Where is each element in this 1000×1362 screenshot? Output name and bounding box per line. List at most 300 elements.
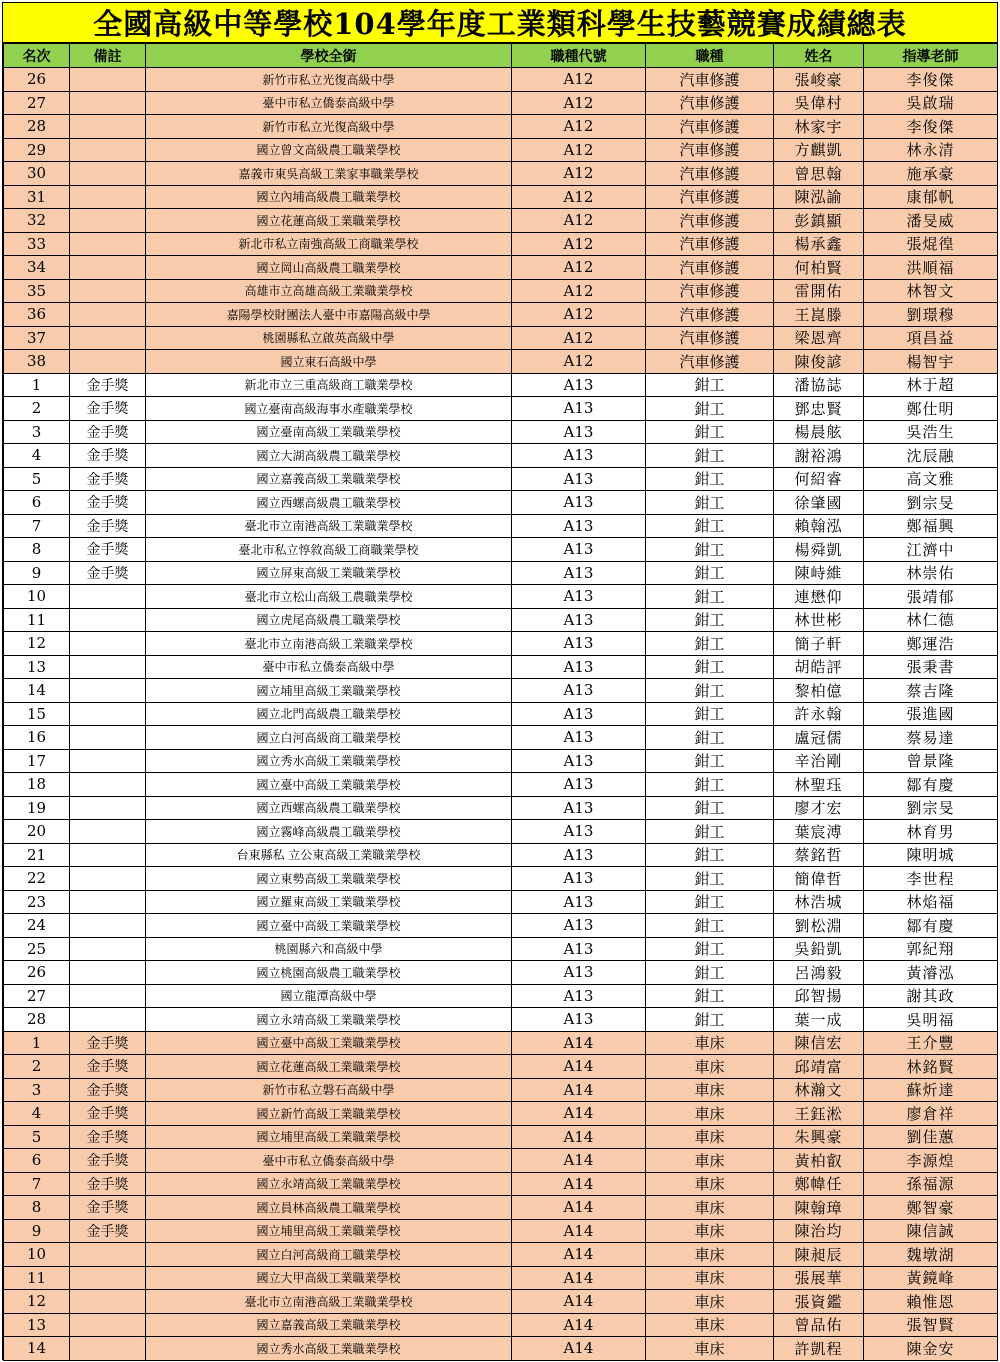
table-row: [4, 655, 998, 679]
table-row: [4, 68, 998, 92]
teacher-cell: 劉宗旻: [864, 491, 998, 515]
note-cell: [70, 1008, 146, 1032]
note-cell: [70, 843, 146, 867]
teacher-cell: 楊智宇: [864, 350, 998, 374]
school-cell: 國立大湖高級農工職業學校: [146, 444, 512, 468]
school-cell: 國立臺中高級工業職業學校: [146, 1031, 512, 1055]
school-cell: 臺中市私立僑泰高級中學: [146, 1149, 512, 1173]
note-cell: [70, 679, 146, 703]
teacher-cell: 張秉書: [864, 655, 998, 679]
school-cell: 臺中市私立僑泰高級中學: [146, 655, 512, 679]
note-cell: [70, 1337, 146, 1361]
teacher-cell: 高文雅: [864, 467, 998, 491]
student-name-cell: 陳治均: [774, 1219, 864, 1243]
rank-cell: 28: [4, 1008, 70, 1032]
school-cell: 國立埔里高級工業職業學校: [146, 679, 512, 703]
school-cell: 國立東勢高級工業職業學校: [146, 867, 512, 891]
teacher-cell: 張焜徨: [864, 232, 998, 256]
teacher-cell: 張智賢: [864, 1313, 998, 1337]
school-cell: 國立花蓮高級工業職業學校: [146, 209, 512, 233]
student-name-cell: 曾品佑: [774, 1313, 864, 1337]
table-row: [4, 138, 998, 162]
table-row: [4, 914, 998, 938]
trade-cell: 車床: [646, 1290, 774, 1314]
rank-cell: 14: [4, 679, 70, 703]
table-row: [4, 679, 998, 703]
teacher-cell: 林仁德: [864, 608, 998, 632]
note-cell: [70, 162, 146, 186]
school-cell: 新北市立三重高級商工職業學校: [146, 373, 512, 397]
results-table: [3, 43, 998, 1361]
trade-code-cell: A12: [512, 138, 646, 162]
table-row: [4, 232, 998, 256]
rank-cell: 4: [4, 1102, 70, 1126]
student-name-cell: 黃柏叡: [774, 1149, 864, 1173]
trade-cell: 車床: [646, 1196, 774, 1220]
rank-cell: 14: [4, 1337, 70, 1361]
student-name-cell: 鄧忠賢: [774, 397, 864, 421]
teacher-cell: 黃濬泓: [864, 961, 998, 985]
table-row: [4, 1078, 998, 1102]
school-cell: 國立東石高級中學: [146, 350, 512, 374]
trade-cell: 鉗工: [646, 561, 774, 585]
student-name-cell: 邱靖富: [774, 1055, 864, 1079]
rank-cell: 15: [4, 702, 70, 726]
table-row: [4, 1266, 998, 1290]
trade-code-cell: A13: [512, 914, 646, 938]
trade-cell: 鉗工: [646, 843, 774, 867]
trade-code-cell: A12: [512, 232, 646, 256]
student-name-cell: 雷開佑: [774, 279, 864, 303]
student-name-cell: 賴翰泓: [774, 514, 864, 538]
rank-cell: 2: [4, 1055, 70, 1079]
student-name-cell: 葉一成: [774, 1008, 864, 1032]
trade-code-cell: A14: [512, 1219, 646, 1243]
student-name-cell: 邱智揚: [774, 984, 864, 1008]
trade-cell: 汽車修護: [646, 115, 774, 139]
rank-cell: 5: [4, 1125, 70, 1149]
school-cell: 臺中市私立僑泰高級中學: [146, 91, 512, 115]
page-title: 全國高級中等學校104學年度工業類科學生技藝競賽成績總表: [93, 7, 907, 41]
rank-cell: 8: [4, 1196, 70, 1220]
rank-cell: 12: [4, 1290, 70, 1314]
rank-cell: 6: [4, 1149, 70, 1173]
rank-cell: 1: [4, 1031, 70, 1055]
table-row: [4, 162, 998, 186]
table-row: [4, 961, 998, 985]
header-trade: 職種: [646, 44, 774, 68]
rank-cell: 37: [4, 326, 70, 350]
note-cell: 金手獎: [70, 1196, 146, 1220]
teacher-cell: 劉宗旻: [864, 796, 998, 820]
trade-code-cell: A14: [512, 1125, 646, 1149]
trade-code-cell: A12: [512, 91, 646, 115]
rank-cell: 13: [4, 1313, 70, 1337]
student-name-cell: 陳昶辰: [774, 1243, 864, 1267]
student-name-cell: 楊承鑫: [774, 232, 864, 256]
table-row: [4, 420, 998, 444]
rank-cell: 8: [4, 538, 70, 562]
trade-code-cell: A12: [512, 350, 646, 374]
teacher-cell: 曾景隆: [864, 749, 998, 773]
trade-cell: 鉗工: [646, 914, 774, 938]
table-row: [4, 632, 998, 656]
trade-code-cell: A12: [512, 115, 646, 139]
table-row: [4, 326, 998, 350]
note-cell: [70, 632, 146, 656]
school-cell: 國立臺中高級工業職業學校: [146, 914, 512, 938]
table-row: [4, 984, 998, 1008]
rank-cell: 10: [4, 1243, 70, 1267]
school-cell: 國立內埔高級農工職業學校: [146, 185, 512, 209]
note-cell: [70, 326, 146, 350]
school-cell: 臺北市立松山高級工農職業學校: [146, 585, 512, 609]
school-cell: 國立嘉義高級工業職業學校: [146, 1313, 512, 1337]
table-row: [4, 467, 998, 491]
trade-cell: 鉗工: [646, 491, 774, 515]
school-cell: 新竹市私立磐石高級中學: [146, 1078, 512, 1102]
teacher-cell: 李世程: [864, 867, 998, 891]
trade-code-cell: A14: [512, 1055, 646, 1079]
rank-cell: 27: [4, 91, 70, 115]
table-row: [4, 373, 998, 397]
note-cell: 金手獎: [70, 1149, 146, 1173]
table-row: [4, 209, 998, 233]
trade-cell: 鉗工: [646, 890, 774, 914]
student-name-cell: 楊舜凱: [774, 538, 864, 562]
student-name-cell: 廖才宏: [774, 796, 864, 820]
trade-code-cell: A13: [512, 937, 646, 961]
table-row: [4, 1008, 998, 1032]
rank-cell: 26: [4, 961, 70, 985]
teacher-cell: 張進國: [864, 702, 998, 726]
trade-code-cell: A13: [512, 984, 646, 1008]
trade-code-cell: A12: [512, 68, 646, 92]
school-cell: 國立大甲高級工業職業學校: [146, 1266, 512, 1290]
trade-cell: 汽車修護: [646, 256, 774, 280]
rank-cell: 7: [4, 514, 70, 538]
teacher-cell: 劉佳蕙: [864, 1125, 998, 1149]
trade-cell: 鉗工: [646, 867, 774, 891]
rank-cell: 9: [4, 561, 70, 585]
school-cell: 桃園縣私立啟英高級中學: [146, 326, 512, 350]
trade-code-cell: A13: [512, 373, 646, 397]
rank-cell: 19: [4, 796, 70, 820]
trade-cell: 車床: [646, 1125, 774, 1149]
trade-cell: 車床: [646, 1172, 774, 1196]
school-cell: 國立秀水高級工業職業學校: [146, 749, 512, 773]
table-row: [4, 1055, 998, 1079]
trade-code-cell: A14: [512, 1078, 646, 1102]
note-cell: 金手獎: [70, 444, 146, 468]
teacher-cell: 林焰福: [864, 890, 998, 914]
trade-cell: 汽車修護: [646, 350, 774, 374]
student-name-cell: 林聖珏: [774, 773, 864, 797]
trade-cell: 鉗工: [646, 1008, 774, 1032]
student-name-cell: 簡子軒: [774, 632, 864, 656]
trade-cell: 車床: [646, 1149, 774, 1173]
rank-cell: 38: [4, 350, 70, 374]
trade-cell: 汽車修護: [646, 138, 774, 162]
trade-code-cell: A13: [512, 679, 646, 703]
trade-code-cell: A13: [512, 820, 646, 844]
trade-code-cell: A13: [512, 890, 646, 914]
trade-code-cell: A14: [512, 1337, 646, 1361]
student-name-cell: 方麒凱: [774, 138, 864, 162]
school-cell: 國立屏東高級工業職業學校: [146, 561, 512, 585]
trade-cell: 鉗工: [646, 820, 774, 844]
student-name-cell: 何柏賢: [774, 256, 864, 280]
trade-cell: 汽車修護: [646, 68, 774, 92]
table-row: [4, 303, 998, 327]
trade-code-cell: A13: [512, 773, 646, 797]
student-name-cell: 劉松淵: [774, 914, 864, 938]
note-cell: [70, 890, 146, 914]
note-cell: [70, 1313, 146, 1337]
rank-cell: 13: [4, 655, 70, 679]
table-row: [4, 279, 998, 303]
trade-code-cell: A13: [512, 444, 646, 468]
header-note: 備註: [70, 44, 146, 68]
table-row: [4, 1290, 998, 1314]
student-name-cell: 鄭幃任: [774, 1172, 864, 1196]
trade-code-cell: A13: [512, 843, 646, 867]
rank-cell: 36: [4, 303, 70, 327]
table-row: [4, 1196, 998, 1220]
trade-code-cell: A12: [512, 256, 646, 280]
teacher-cell: 李俊傑: [864, 68, 998, 92]
trade-cell: 鉗工: [646, 632, 774, 656]
rank-cell: 5: [4, 467, 70, 491]
rank-cell: 16: [4, 726, 70, 750]
teacher-cell: 蔡易達: [864, 726, 998, 750]
table-row: [4, 444, 998, 468]
rank-cell: 7: [4, 1172, 70, 1196]
rank-cell: 23: [4, 890, 70, 914]
school-cell: 國立新竹高級工業職業學校: [146, 1102, 512, 1126]
table-row: [4, 820, 998, 844]
table-row: [4, 1172, 998, 1196]
trade-cell: 鉗工: [646, 514, 774, 538]
trade-code-cell: A12: [512, 162, 646, 186]
teacher-cell: 魏墩湖: [864, 1243, 998, 1267]
note-cell: 金手獎: [70, 467, 146, 491]
table-row: [4, 350, 998, 374]
table-row: [4, 726, 998, 750]
teacher-cell: 鄭智豪: [864, 1196, 998, 1220]
header-rank: 名次: [4, 44, 70, 68]
table-row: [4, 773, 998, 797]
trade-code-cell: A13: [512, 397, 646, 421]
trade-code-cell: A13: [512, 961, 646, 985]
note-cell: [70, 1266, 146, 1290]
student-name-cell: 簡偉哲: [774, 867, 864, 891]
trade-cell: 汽車修護: [646, 303, 774, 327]
trade-cell: 車床: [646, 1078, 774, 1102]
note-cell: 金手獎: [70, 420, 146, 444]
student-name-cell: 辛治剛: [774, 749, 864, 773]
note-cell: 金手獎: [70, 1125, 146, 1149]
table-row: [4, 585, 998, 609]
rank-cell: 27: [4, 984, 70, 1008]
table-row: [4, 397, 998, 421]
table-row: [4, 1313, 998, 1337]
student-name-cell: 王鈺淞: [774, 1102, 864, 1126]
teacher-cell: 鄭福興: [864, 514, 998, 538]
school-cell: 國立埔里高級工業職業學校: [146, 1125, 512, 1149]
trade-code-cell: A13: [512, 796, 646, 820]
trade-cell: 鉗工: [646, 984, 774, 1008]
teacher-cell: 林于超: [864, 373, 998, 397]
table-row: [4, 702, 998, 726]
note-cell: [70, 185, 146, 209]
rank-cell: 31: [4, 185, 70, 209]
student-name-cell: 陳峙維: [774, 561, 864, 585]
table-row: [4, 1337, 998, 1361]
rank-cell: 26: [4, 68, 70, 92]
table-row: [4, 1031, 998, 1055]
note-cell: [70, 350, 146, 374]
note-cell: [70, 961, 146, 985]
note-cell: [70, 867, 146, 891]
table-row: [4, 867, 998, 891]
student-name-cell: 朱興豪: [774, 1125, 864, 1149]
student-name-cell: 盧冠儒: [774, 726, 864, 750]
trade-cell: 鉗工: [646, 420, 774, 444]
student-name-cell: 彭鎮顯: [774, 209, 864, 233]
trade-code-cell: A13: [512, 655, 646, 679]
school-cell: 國立臺南高級海事水產職業學校: [146, 397, 512, 421]
teacher-cell: 吳明福: [864, 1008, 998, 1032]
school-cell: 臺北市立南港高級工業職業學校: [146, 514, 512, 538]
rank-cell: 9: [4, 1219, 70, 1243]
trade-cell: 鉗工: [646, 749, 774, 773]
rank-cell: 20: [4, 820, 70, 844]
teacher-cell: 蔡吉隆: [864, 679, 998, 703]
student-name-cell: 王崑滕: [774, 303, 864, 327]
trade-code-cell: A13: [512, 749, 646, 773]
title-bar: [3, 3, 997, 43]
note-cell: [70, 68, 146, 92]
student-name-cell: 吳鉛凱: [774, 937, 864, 961]
school-cell: 國立員林高級農工職業學校: [146, 1196, 512, 1220]
note-cell: [70, 1290, 146, 1314]
trade-cell: 鉗工: [646, 679, 774, 703]
trade-cell: 車床: [646, 1219, 774, 1243]
student-name-cell: 徐肇國: [774, 491, 864, 515]
note-cell: [70, 655, 146, 679]
note-cell: 金手獎: [70, 1102, 146, 1126]
rank-cell: 10: [4, 585, 70, 609]
trade-cell: 車床: [646, 1243, 774, 1267]
trade-cell: 汽車修護: [646, 185, 774, 209]
student-name-cell: 張峻豪: [774, 68, 864, 92]
rank-cell: 18: [4, 773, 70, 797]
trade-code-cell: A13: [512, 867, 646, 891]
student-name-cell: 陳翰璋: [774, 1196, 864, 1220]
trade-code-cell: A14: [512, 1031, 646, 1055]
student-name-cell: 葉宸溥: [774, 820, 864, 844]
teacher-cell: 蘇炘達: [864, 1078, 998, 1102]
trade-code-cell: A13: [512, 726, 646, 750]
trade-cell: 鉗工: [646, 585, 774, 609]
table-row: [4, 796, 998, 820]
header-school: 學校全銜: [146, 44, 512, 68]
teacher-cell: 謝其政: [864, 984, 998, 1008]
note-cell: [70, 91, 146, 115]
student-name-cell: 許凱程: [774, 1337, 864, 1361]
rank-cell: 1: [4, 373, 70, 397]
trade-code-cell: A12: [512, 185, 646, 209]
school-cell: 新竹市私立光復高級中學: [146, 115, 512, 139]
school-cell: 嘉陽學校財團法人臺中市嘉陽高級中學: [146, 303, 512, 327]
trade-cell: 鉗工: [646, 937, 774, 961]
rank-cell: 3: [4, 420, 70, 444]
trade-cell: 汽車修護: [646, 279, 774, 303]
teacher-cell: 王介豐: [864, 1031, 998, 1055]
rank-cell: 32: [4, 209, 70, 233]
teacher-cell: 鄒有慶: [864, 773, 998, 797]
note-cell: [70, 820, 146, 844]
rank-cell: 29: [4, 138, 70, 162]
rank-cell: 22: [4, 867, 70, 891]
school-cell: 台東縣私 立公東高級工業職業學校: [146, 843, 512, 867]
school-cell: 國立臺中高級工業職業學校: [146, 773, 512, 797]
note-cell: 金手獎: [70, 1219, 146, 1243]
school-cell: 國立秀水高級工業職業學校: [146, 1337, 512, 1361]
teacher-cell: 潘旻威: [864, 209, 998, 233]
teacher-cell: 林智文: [864, 279, 998, 303]
trade-cell: 鉗工: [646, 702, 774, 726]
rank-cell: 2: [4, 397, 70, 421]
student-name-cell: 林家宇: [774, 115, 864, 139]
student-name-cell: 陳泓諭: [774, 185, 864, 209]
trade-code-cell: A14: [512, 1172, 646, 1196]
trade-code-cell: A13: [512, 538, 646, 562]
rank-cell: 17: [4, 749, 70, 773]
school-cell: 桃園縣六和高級中學: [146, 937, 512, 961]
student-name-cell: 張展華: [774, 1266, 864, 1290]
student-name-cell: 楊晨舷: [774, 420, 864, 444]
teacher-cell: 林育男: [864, 820, 998, 844]
table-row: [4, 1219, 998, 1243]
note-cell: [70, 726, 146, 750]
trade-code-cell: A13: [512, 702, 646, 726]
trade-cell: 汽車修護: [646, 209, 774, 233]
teacher-cell: 鄒有慶: [864, 914, 998, 938]
school-cell: 臺北市立南港高級工業職業學校: [146, 1290, 512, 1314]
school-cell: 國立臺南高級工業職業學校: [146, 420, 512, 444]
student-name-cell: 吳偉村: [774, 91, 864, 115]
trade-cell: 車床: [646, 1055, 774, 1079]
rank-cell: 35: [4, 279, 70, 303]
table-row: [4, 561, 998, 585]
trade-cell: 鉗工: [646, 444, 774, 468]
school-cell: 新北市私立南強高級工商職業學校: [146, 232, 512, 256]
trade-code-cell: A14: [512, 1243, 646, 1267]
trade-code-cell: A13: [512, 585, 646, 609]
school-cell: 國立羅東高級工業職業學校: [146, 890, 512, 914]
trade-cell: 車床: [646, 1337, 774, 1361]
trade-code-cell: A13: [512, 420, 646, 444]
rank-cell: 12: [4, 632, 70, 656]
note-cell: [70, 937, 146, 961]
trade-cell: 鉗工: [646, 961, 774, 985]
note-cell: 金手獎: [70, 1055, 146, 1079]
trade-cell: 汽車修護: [646, 326, 774, 350]
student-name-cell: 陳俊諺: [774, 350, 864, 374]
note-cell: 金手獎: [70, 538, 146, 562]
